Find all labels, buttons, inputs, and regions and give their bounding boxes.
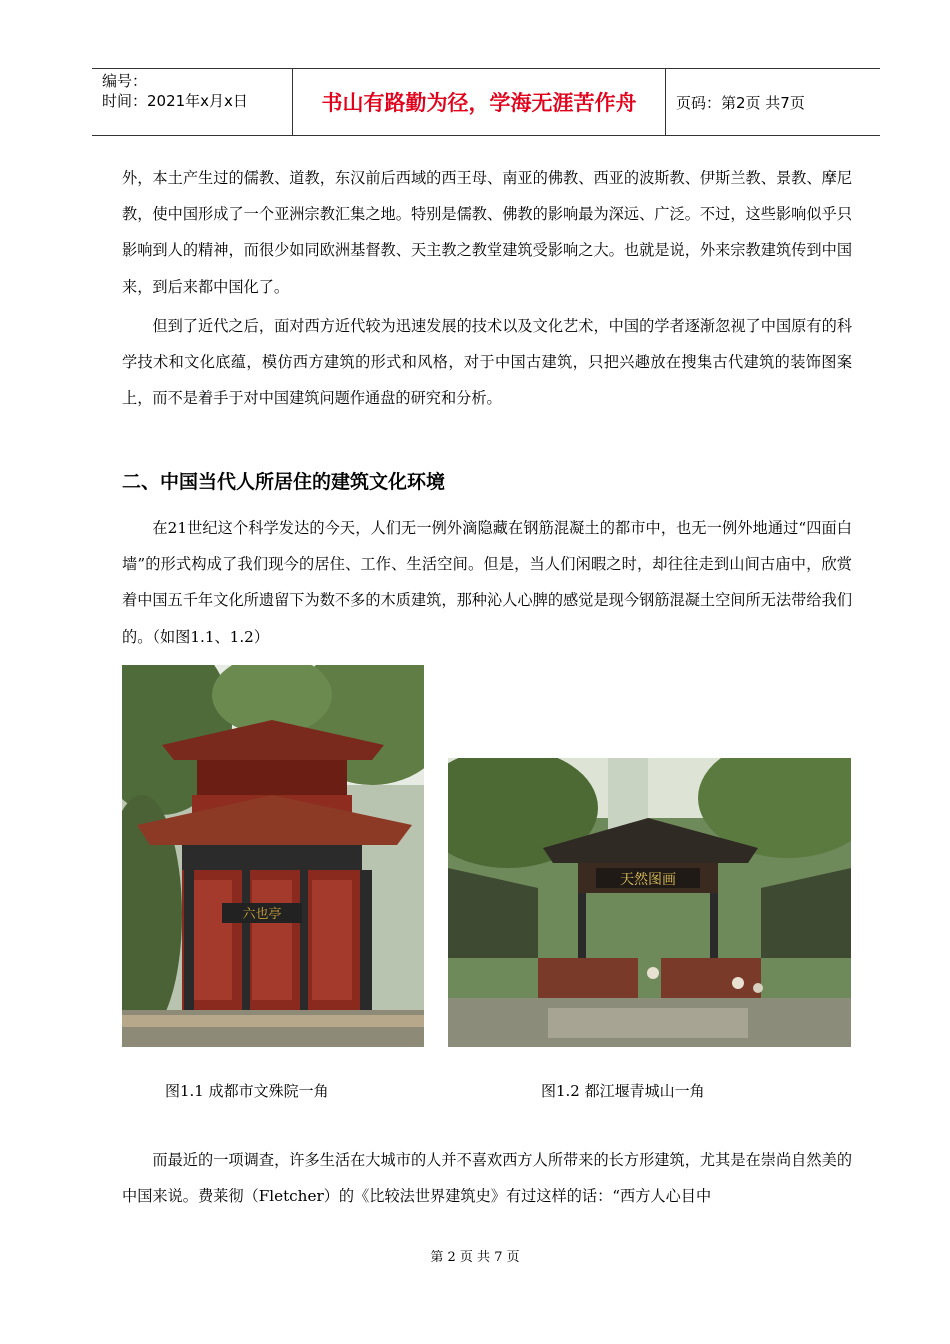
figure-1-2-caption: 图1.2 都江堰青城山一角 (541, 1082, 705, 1100)
closing-paragraph: 而最近的一项调查，许多生活在大城市的人并不喜欢西方人所带来的长方形建筑，尤其是在崇尚自然美的中国来说。费莱彻（Fletcher）的《比较法世界建筑史》有过这样的话：“西方人心目中 (122, 1151, 852, 1206)
figure-wenshu-pavilion (122, 665, 424, 1047)
figure-qingcheng-gate (448, 758, 851, 1047)
header-page-number: 页码：第2页 共7页 (676, 93, 805, 112)
header-motto: 书山有路勤为径，学海无涯苦作舟 (292, 69, 666, 135)
pavilion-sign: 六也亭 (242, 907, 282, 922)
document-time: 时间：2021年x月x日 (102, 92, 248, 110)
document-number: 编号： (102, 72, 148, 90)
page-footer: 第 2 页 共 7 页 (430, 1250, 520, 1265)
page-header (92, 68, 880, 136)
section-paragraph: 在21世纪这个科学发达的今天，人们无一例外滴隐藏在钢筋混凝土的都市中，也无一例外地通过“四面白墙”的形式构成了我们现今的居住、工作、生活空间。但是，当人们闲暇之时，却往往走到山间古庙中，欣赏着中国五千年文化所遗留下为数不多的木质建筑，那种沁人心脾的感觉是现今钢筋混凝土空间所无法带给我们的。（如图1.1、1.2） (122, 519, 852, 646)
section-heading: 二、中国当代人所居住的建筑文化环境 (122, 471, 446, 493)
paragraph-2: 但到了近代之后，面对西方近代较为迅速发展的技术以及文化艺术，中国的学者逐渐忽视了中国原有的科学技术和文化底蕴，模仿西方建筑的形式和风格，对于中国古建筑，只把兴趣放在搜集古代建筑的装饰图案上，而不是着手于对中国建筑问题作通盘的研究和分析。 (122, 317, 852, 408)
paragraph-1: 外，本土产生过的儒教、道教，东汉前后西域的西王母、南亚的佛教、西亚的波斯教、伊斯兰教、景教、摩尼教，使中国形成了一个亚洲宗教汇集之地。特别是儒教、佛教的影响最为深远、广泛。不过，这些影响似乎只影响到人的精神，而很少如同欧洲基督教、天主教之教堂建筑受影响之大。也就是说，外来宗教建筑传到中国来，到后来都中国化了。 (122, 169, 852, 296)
pavilion-photo (122, 665, 424, 1047)
figure-1-1-caption: 图1.1 成都市文殊院一角 (165, 1082, 329, 1100)
header-meta (92, 69, 292, 135)
gate-sign: 天然图画 (620, 872, 676, 888)
gate-photo (448, 758, 851, 1047)
